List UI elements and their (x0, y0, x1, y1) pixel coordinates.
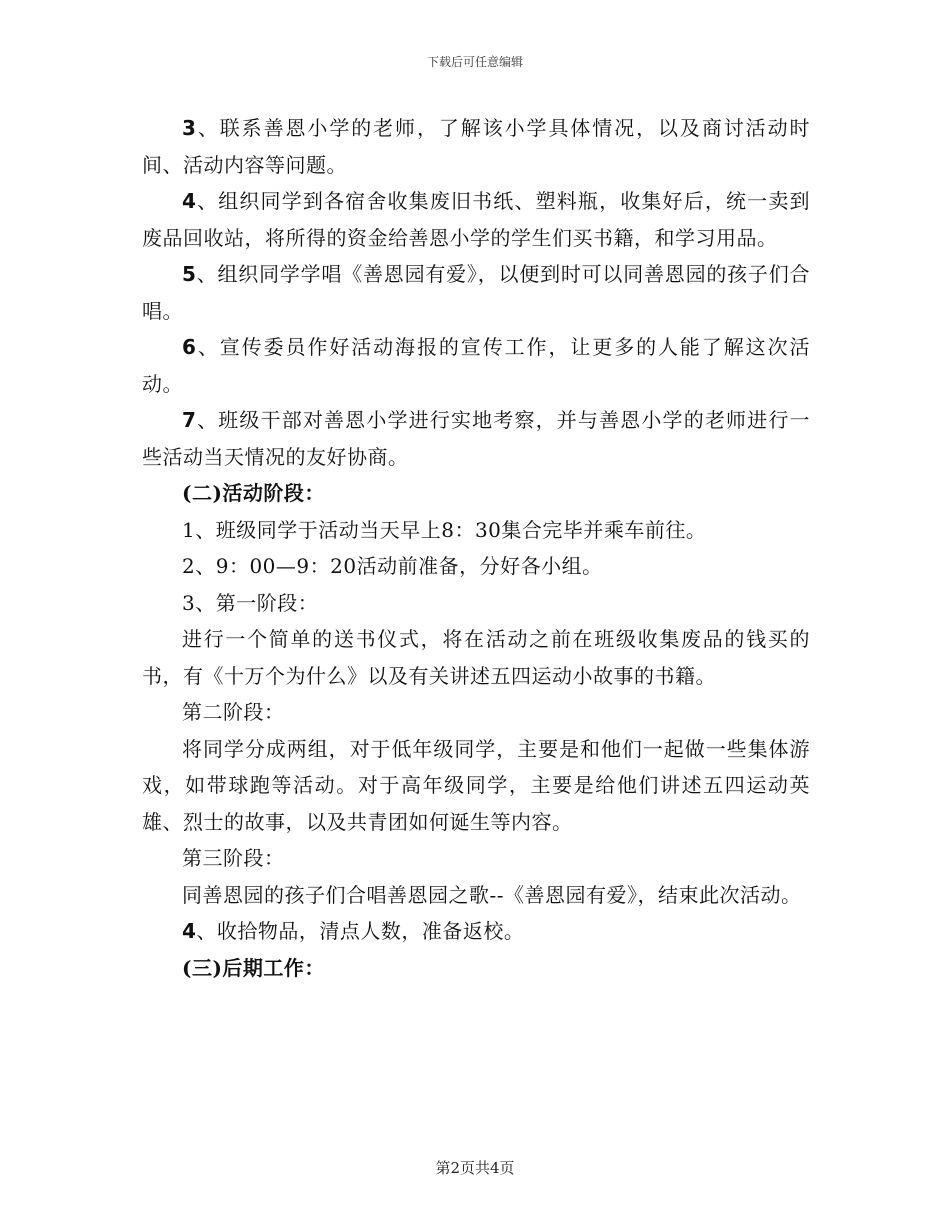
paragraph-activity-4 (142, 913, 810, 950)
paragraph-stage-two-desc: 将同学分成两组，对于低年级同学，主要是和他们一起做一些集体游戏，如带球跑等活动。对于高年级同学，主要是给他们讲述五四运动英雄、烈士的故事，以及共青团如何诞生等内容。 (142, 736, 810, 834)
paragraph-text: 、组织同学学唱《善恩园有爱》，以便到时可以同善恩园的孩子们合唱。 (142, 262, 810, 323)
paragraph-prep-7 (142, 402, 810, 475)
paragraph-text: 、组织同学到各宿舍收集废旧书纸、塑料瓶，收集好后，统一卖到废品回收站，将所得的资金给善恩小学的学生们买书籍，和学习用品。 (142, 189, 810, 250)
paragraph-activity-3: 3、第一阶段： (182, 590, 319, 615)
item-number: 4 (182, 189, 197, 213)
paragraph-stage-three-title: 第三阶段： (182, 846, 285, 870)
paragraph-prep-3 (142, 110, 810, 183)
paragraph-text: 、联系善恩小学的老师，了解该小学具体情况，以及商讨活动时间、活动内容等问题。 (142, 116, 810, 177)
item-number: 3 (182, 116, 197, 140)
paragraph-text: 、收拾物品，清点人数，准备返校。 (196, 919, 525, 943)
paragraph-activity-1: 1、班级同学于活动当天早上8：30集合完毕并乘车前往。 (182, 517, 707, 542)
item-number: 5 (182, 262, 197, 286)
document-body (142, 110, 810, 986)
paragraph-text: 、班级干部对善恩小学进行实地考察，并与善恩小学的老师进行一些活动当天情况的友好协商。 (142, 408, 810, 469)
item-number: 6 (182, 335, 197, 359)
paragraph-stage-one-desc: 进行一个简单的送书仪式，将在活动之前在班级收集废品的钱买的书，有《十万个为什么》以及有关讲述五四运动小故事的书籍。 (142, 627, 810, 688)
paragraph-prep-5 (142, 256, 810, 329)
paragraph-text: 、宣传委员作好活动海报的宣传工作，让更多的人能了解这次活动。 (142, 335, 810, 396)
item-number: 7 (182, 408, 197, 432)
paragraph-activity-2: 2、9：00—9：20活动前准备，分好各小组。 (182, 554, 603, 578)
item-number: 4 (182, 919, 197, 943)
page-header: 下载后可任意编辑 (426, 55, 523, 69)
section-heading-followup: (三)后期工作： (182, 955, 325, 980)
paragraph-stage-three-desc: 同善恩园的孩子们合唱善恩园之歌--《善恩园有爱》，结束此次活动。 (182, 882, 802, 907)
page-footer: 第2页共4页 (435, 1159, 515, 1177)
section-heading-activity: (二)活动阶段： (182, 481, 325, 505)
paragraph-prep-4 (142, 183, 810, 256)
paragraph-stage-two-title: 第二阶段： (182, 700, 285, 724)
paragraph-prep-6 (142, 329, 810, 402)
